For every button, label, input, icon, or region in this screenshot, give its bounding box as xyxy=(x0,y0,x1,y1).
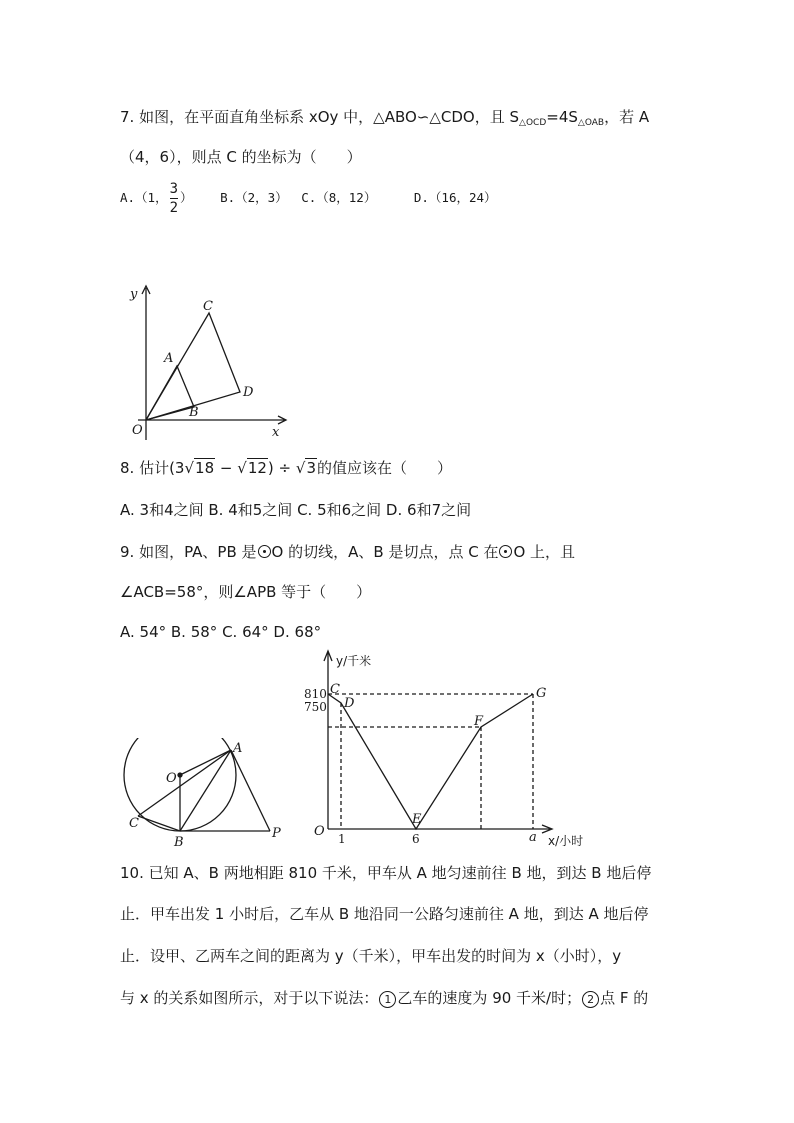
q10-line1: 10. 已知 A、B 两地相距 810 千米，甲车从 A 地匀速前往 B 地，到达 B 地后停 xyxy=(120,864,652,882)
q9-figure xyxy=(118,738,298,853)
q7-option-c: C.（8，12） xyxy=(301,190,377,205)
label-p: P xyxy=(272,826,281,841)
label-x: x xyxy=(272,425,280,440)
distance-time-graph xyxy=(300,645,620,855)
label-b: B xyxy=(174,835,184,850)
tick-1: 1 xyxy=(338,832,346,846)
chord-ca xyxy=(138,750,231,816)
sqrt-12: √12 xyxy=(237,459,267,477)
label-y: y xyxy=(130,287,138,302)
label-o: O xyxy=(314,824,325,839)
tick-6: 6 xyxy=(412,832,420,846)
label-d: D xyxy=(243,385,254,400)
q9-line2: ∠ACB=58°，则∠APB 等于（ ） xyxy=(120,583,372,601)
q7-line1: 7. 如图，在平面直角坐标系 xOy 中，△ABO∽△CDO，且 $S_{\triangle OCD}=4S_{\triangle OAB}$，若 A xyxy=(120,108,650,128)
label-c: C xyxy=(129,816,139,831)
q7-figure xyxy=(118,282,298,442)
q9-options: A. 54° B. 58° C. 64° D. 68° xyxy=(120,623,322,641)
tick-810: 810 xyxy=(304,687,327,701)
label-o: O xyxy=(132,423,143,438)
label-e: E xyxy=(412,812,422,827)
chord-cb xyxy=(138,816,180,831)
q10-line2: 止．甲车出发 1 小时后，乙车从 B 地沿同一公路匀速前往 A 地，到达 A 地后停 xyxy=(120,905,649,923)
q10-line3: 止．设甲、乙两车之间的距离为 y（千米），甲车出发的时间为 x（小时），y xyxy=(120,947,622,965)
label-c: C xyxy=(203,299,213,314)
label-d: D xyxy=(344,696,355,711)
q8-options: A. 3和4之间 B. 4和5之间 C. 5和6之间 D. 6和7之间 xyxy=(120,501,472,519)
circled-number-1: 1 xyxy=(379,991,396,1008)
sqrt-18: √18 xyxy=(184,459,215,477)
tick-a: a xyxy=(529,830,537,845)
label-g: G xyxy=(536,686,547,701)
q7-options xyxy=(120,180,497,217)
circle-o-symbol xyxy=(499,545,512,558)
fraction: $\frac{3}{2}$ xyxy=(169,181,179,216)
sqrt-3: √3 xyxy=(295,459,316,477)
tick-750: 750 xyxy=(304,700,327,714)
q10-line4: 与 x 的关系如图所示，对于以下说法： 1 乙车的速度为 90 千米/时； 2 点 F 的 xyxy=(120,989,649,1007)
circled-number-2: 2 xyxy=(582,991,599,1008)
triangle-abo xyxy=(146,366,194,420)
q7-option-b: B.（2，3） xyxy=(220,190,288,205)
q9-line1: 9. 如图，PA、PB 是 O 的切线，A、B 是切点，点 C 在 O 上，且 xyxy=(120,543,576,561)
y-axis-label: y/千米 xyxy=(336,654,372,668)
graph-line xyxy=(328,694,533,829)
q7-option-d: D.（16，24） xyxy=(413,190,497,205)
label-a: A xyxy=(233,741,243,756)
tangent-pa xyxy=(231,750,270,831)
q7-option-a: A.（1， $\frac{3}{2}$ ） xyxy=(120,181,193,216)
label-b: B xyxy=(189,405,199,420)
circle-o-symbol xyxy=(258,545,271,558)
label-f: F xyxy=(474,714,484,729)
label-c: C xyxy=(330,682,340,697)
q7-line2: （4，6），则点 C 的坐标为（ ） xyxy=(120,148,362,166)
x-axis-label: x/小时 xyxy=(548,834,584,848)
label-o: O xyxy=(166,771,177,786)
q8-line1: 8. 估计(3√18 − √12) ÷ √3的值应该在（ ） xyxy=(120,459,452,477)
label-a: A xyxy=(164,351,174,366)
